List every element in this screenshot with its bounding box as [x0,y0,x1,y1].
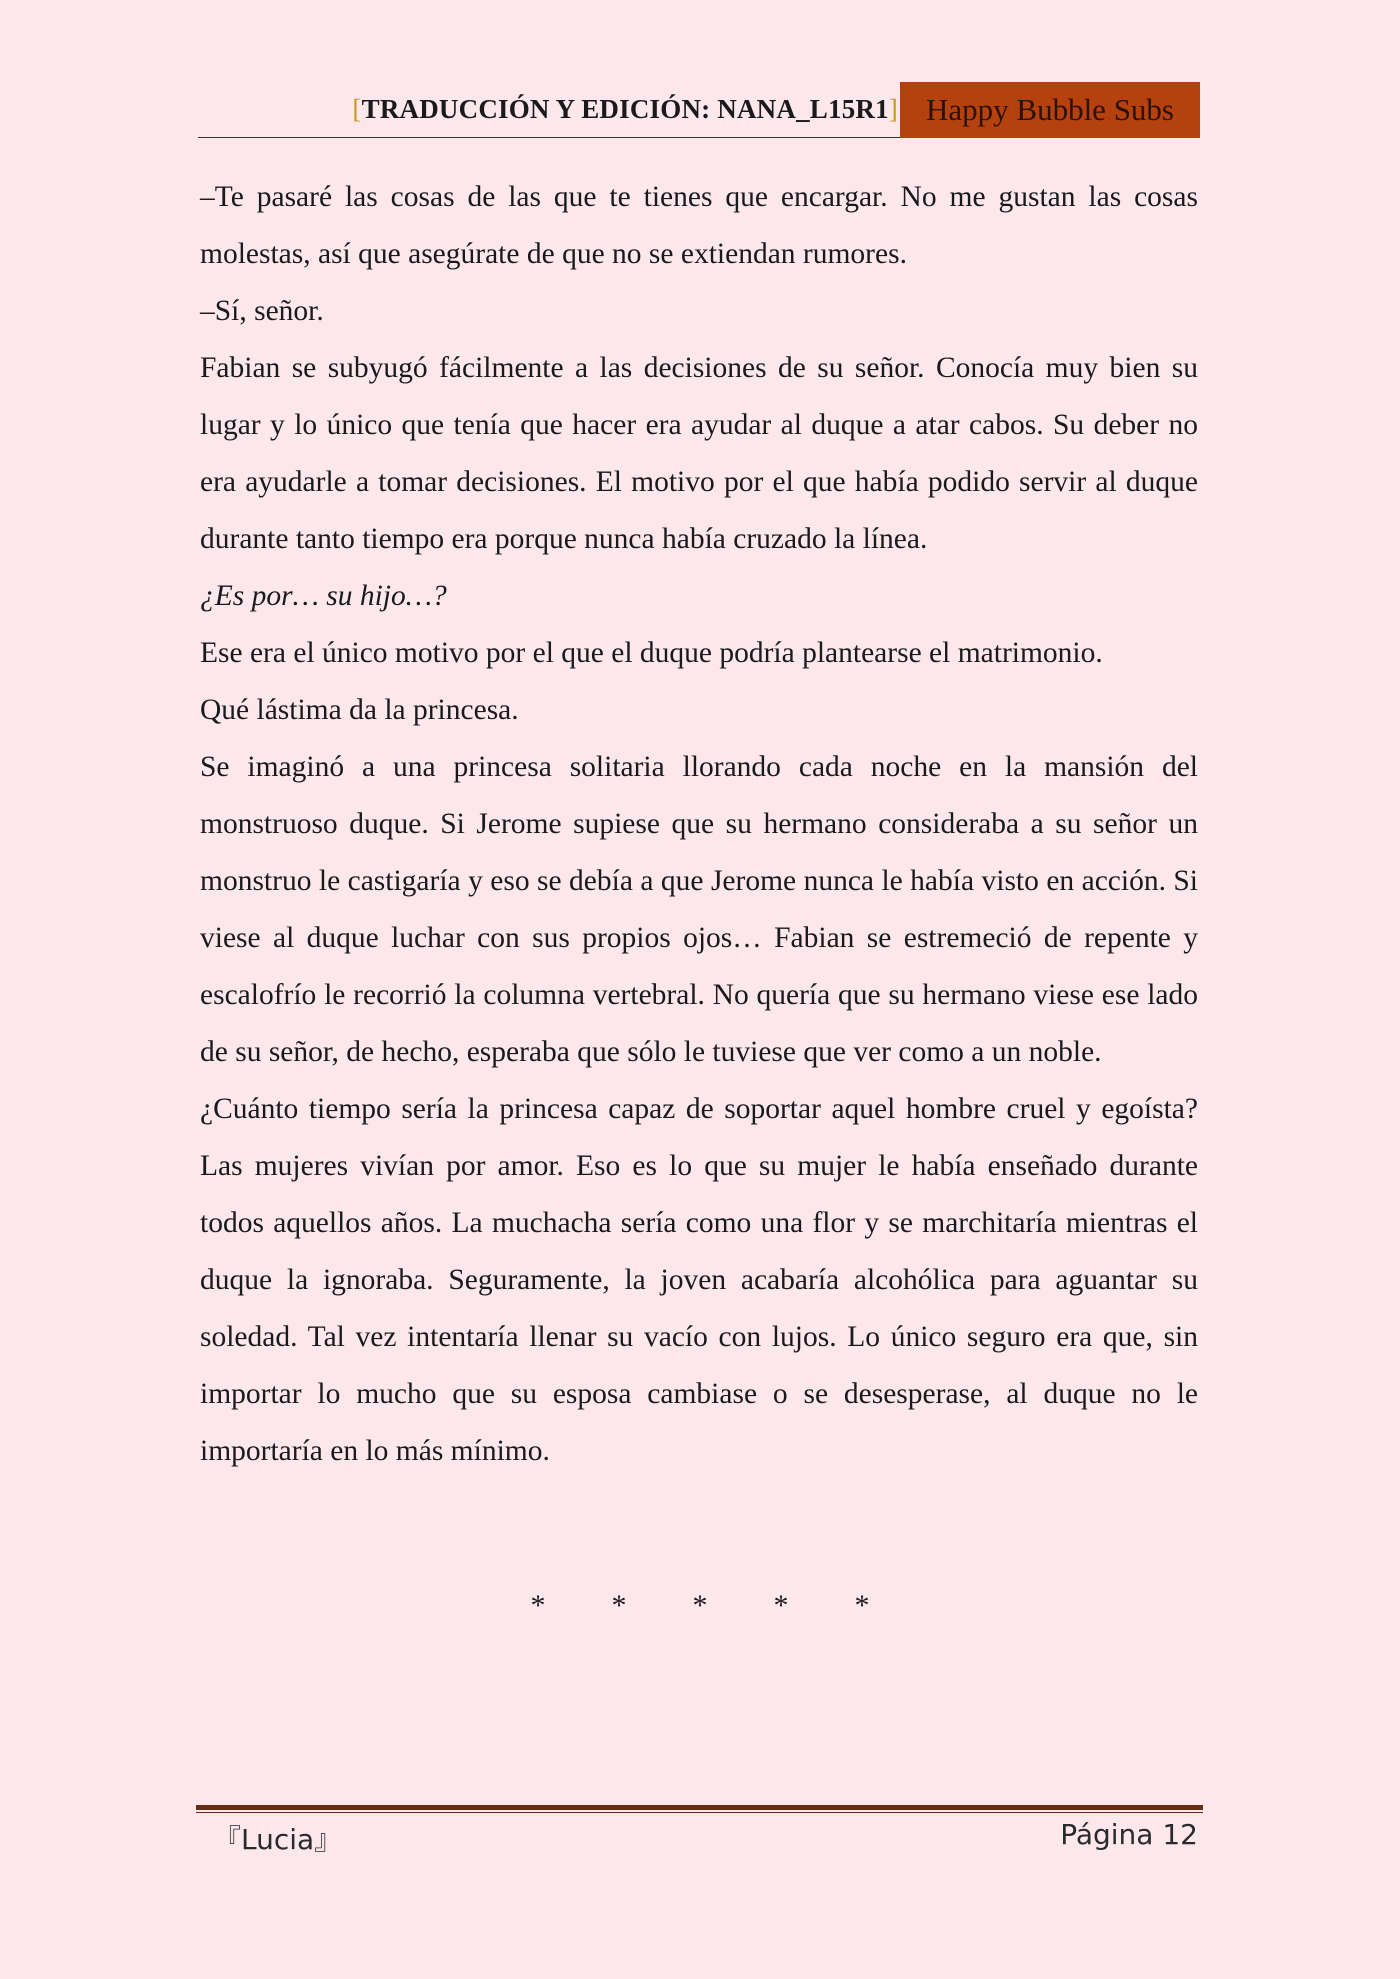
page-header [198,82,1200,138]
credit-bracket-open: [ [352,94,362,124]
chapter-body [200,169,1198,1480]
footer-title: 『Lucia』 [213,1823,343,1856]
divider-asterisk: * [611,1589,627,1622]
paragraph: –Sí, señor. [200,295,324,327]
divider-asterisk: * [692,1589,708,1622]
paragraph-thought: ¿Es por… su hijo…? [200,580,447,612]
divider-asterisk: * [530,1589,546,1622]
paragraph: ¿Cuánto tiempo sería la princesa capaz de soportar aquel hombre cruel y egoísta? Las mujeres vivían por amor. Eso es lo que su mujer le había enseñado durante todos aquellos años. La muchacha sería como una flor y se marchitaría mientras el duque la ignoraba. Seguramente, la joven acabaría alcohólica para aguantar su soledad. Tal vez intentaría llenar su vacío con lujos. Lo único seguro era que, sin importar lo mucho que su esposa cambiase o se desesperase, al duque no le importaría en lo más mínimo. [200,1093,1198,1467]
paragraph: Se imaginó a una princesa solitaria llorando cada noche en la mansión del monstruoso duque. Si Jerome supiese que su hermano consideraba a su señor un monstruo le castigaría y eso se debía a que Jerome nunca le había visto en acción. Si viese al duque luchar con sus propios ojos… Fabian se estremeció de repente y escalofrío le recorrió la columna vertebral. No quería que su hermano viese ese lado de su señor, de hecho, esperaba que sólo le tuviese que ver como a un noble. [200,751,1198,1068]
credit-bracket-close: ] [888,94,898,124]
paragraph: Fabian se subyugó fácilmente a las decisiones de su señor. Conocía muy bien su lugar y lo único que tenía que hacer era ayudar al duque a atar cabos. Su deber no era ayudarle a tomar decisiones. El motivo por el que había podido servir al duque durante tanto tiempo era porque nunca había cruzado la línea. [200,352,1198,555]
divider-asterisk: * [854,1589,870,1622]
paragraph: –Te pasaré las cosas de las que te tienes que encargar. No me gustan las cosas molestas, así que asegúrate de que no se extiendan rumores. [200,181,1198,270]
page-number: Página 12 [1060,1818,1198,1851]
footer-rule [196,1805,1203,1810]
group-badge: Happy Bubble Subs [900,82,1200,138]
divider-asterisk: * [773,1589,789,1622]
header-rule [198,137,900,138]
paragraph: Qué lástima da la princesa. [200,694,519,726]
footer-rule-thin [196,1812,1203,1813]
scene-divider [0,1589,1400,1623]
paragraph: Ese era el único motivo por el que el duque podría plantearse el matrimonio. [200,637,1103,669]
translation-credit [352,94,898,125]
credit-text: TRADUCCIÓN Y EDICIÓN: NANA_L15R1 [361,94,889,124]
